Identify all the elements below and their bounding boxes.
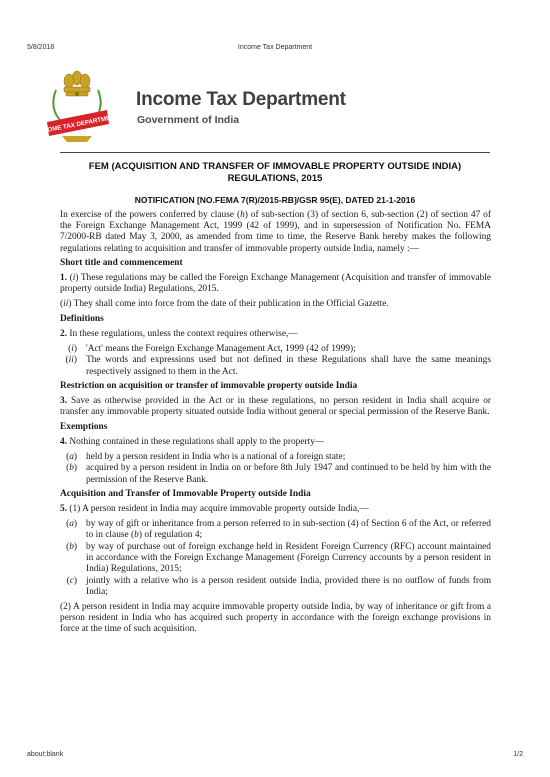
print-url: about:blank — [27, 751, 64, 758]
document-title-line2: REGULATIONS, 2015 — [227, 172, 323, 184]
section-heading: Exemptions — [60, 422, 108, 433]
definitions-list — [60, 344, 491, 378]
list-item: (i) 'Act' means the Foreign Exchange Management Act, 1999 (42 of 1999); — [68, 343, 356, 354]
section-heading: Short title and commencement — [60, 258, 183, 269]
print-page-title: Income Tax Department — [237, 44, 313, 51]
section-5-para: 5. (1) A person resident in India may acquire immovable property outside India,— — [60, 504, 369, 515]
section-5-para-2: (2) A person resident in India may acquire immovable property outside India, by way of inheritance or gift from a person resident in India who has acquired such property in accordance with the foreign exchange provisions in force at the time of such acquisition. — [60, 602, 491, 635]
document-title-line1: FEM (ACQUISITION AND TRANSFER OF IMMOVABLE PROPERTY OUTSIDE INDIA) — [88, 161, 462, 172]
list-item: (b) acquired by a person resident in India on or before 8th July 1947 and continued to be held by him with the permission of the Reserve Bank. — [66, 463, 491, 485]
section-4-para: 4. Nothing contained in these regulations shall apply to the property— — [60, 436, 325, 447]
section-1-para-ii: (ii) They shall come into force from the date of their publication in the Official Gazette. — [60, 299, 389, 310]
section-2-para: 2. In these regulations, unless the context requires otherwise,— — [60, 328, 298, 339]
exemptions-list — [60, 452, 491, 486]
section-heading: Definitions — [60, 314, 104, 324]
department-name: Income Tax Department — [136, 89, 346, 110]
intro-paragraph: In exercise of the powers conferred by clause (h) of sub-section (3) of section 6, sub-section (2) of section 47 of the Foreign Exchange Management Act, 1999 (42 of 1999), and in supersession of Notification No. FEMA 7/2000-RB dated May 3, 2000, as amended from time to time, the Reserve Bank hereby makes the following regulations relating to acquisition and transfer of immovable property outside India, namely :— — [60, 210, 491, 254]
list-item: (c) jointly with a relative who is a person resident outside India, provided there is no outflow of funds from India; — [66, 576, 491, 598]
section-heading: Acquisition and Transfer of Immovable Property outside India — [60, 489, 311, 500]
header-divider — [60, 152, 490, 153]
document-body — [60, 210, 491, 639]
list-item: (a) by way of gift or inheritance from a person referred to in sub-section (4) of Section 6 of the Act, or referred to in clause (b) of regulation 4; — [66, 518, 491, 541]
income-tax-emblem-icon — [36, 66, 119, 146]
print-footer — [27, 751, 523, 761]
section-heading: Restriction on acquisition or transfer of immovable property outside India — [60, 381, 358, 392]
svg-text:INCOME TAX DEPARTMENT: INCOME TAX DEPARTMENT — [36, 113, 119, 136]
section-3-para: 3. Save as otherwise provided in the Act or in these regulations, no person resident in India shall acquire or transfer any immovable property situated outside India without general or special permission of the Reserve Bank. — [60, 396, 492, 418]
list-item: (b) by way of purchase out of foreign exchange held in Resident Foreign Currency (RFC) account maintained in accordance with the Foreign Exchange Management (Foreign Currency accounts by a person resident in India) Regulations, 2015; — [66, 541, 491, 575]
page-number: 1/2 — [513, 751, 523, 758]
document-title — [60, 161, 490, 185]
list-item: (ii) The words and expressions used but not defined in these Regulations shall have the same meanings respectively assigned to them in the Act. — [65, 355, 491, 377]
section-1-para-i: 1. (i) These regulations may be called the Foreign Exchange Management (Acquisition and transfer of immovable property outside India) Regulations, 2015. — [60, 273, 492, 295]
print-header — [27, 44, 523, 54]
acquisition-list — [60, 519, 491, 598]
government-name: Government of India — [137, 114, 240, 126]
list-item: (a) held by a person resident in India who is a national of a foreign state; — [66, 451, 346, 462]
department-logo — [32, 66, 352, 146]
notification-number: NOTIFICATION [NO.FEMA 7(R)/2015-RB]/GSR 95(E), DATED 21-1-2016 — [134, 195, 416, 205]
print-date: 5/8/2018 — [27, 44, 55, 51]
